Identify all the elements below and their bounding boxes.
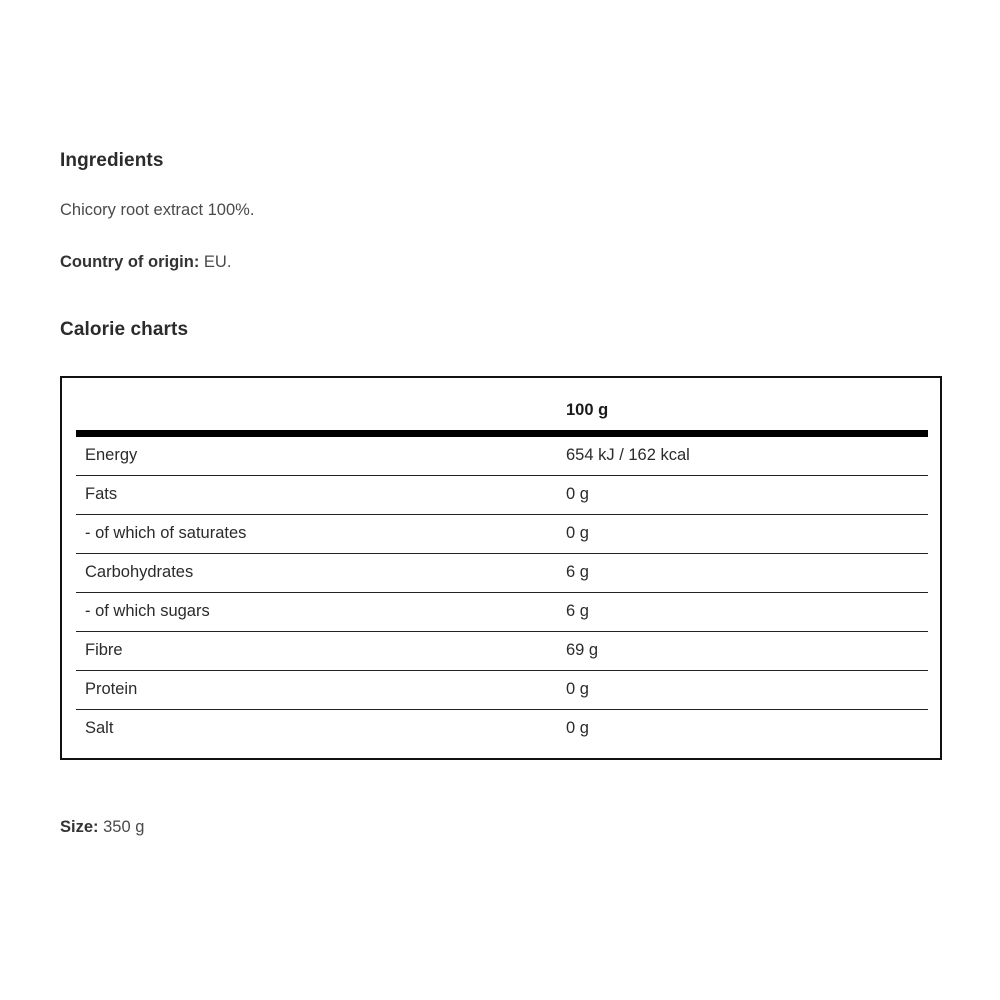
nutrient-value: 0 g (566, 485, 589, 503)
country-of-origin-label: Country of origin: (60, 253, 200, 271)
table-row (76, 632, 928, 671)
nutrient-value: 6 g (566, 563, 589, 581)
nutrition-table (60, 376, 942, 760)
country-of-origin (60, 253, 231, 272)
column-header-per-100g: 100 g (566, 401, 609, 419)
package-size (60, 818, 144, 837)
table-row (76, 710, 928, 748)
nutrient-name: Protein (85, 680, 138, 698)
nutrient-name: Salt (85, 719, 114, 737)
nutrient-value: 654 kJ / 162 kcal (566, 446, 690, 464)
table-row (76, 476, 928, 515)
nutrient-value: 0 g (566, 524, 589, 542)
table-row (76, 515, 928, 554)
table-row (76, 593, 928, 632)
nutrient-name: - of which of saturates (85, 524, 247, 542)
package-size-label: Size: (60, 818, 99, 836)
nutrient-value: 0 g (566, 719, 589, 737)
nutrient-name: - of which sugars (85, 602, 210, 620)
calorie-charts-heading: Calorie charts (60, 319, 189, 340)
nutrient-name: Carbohydrates (85, 563, 194, 581)
nutrient-value: 0 g (566, 680, 589, 698)
package-size-value: 350 g (103, 818, 145, 836)
nutrient-name: Fats (85, 485, 118, 503)
nutrient-value: 69 g (566, 641, 599, 659)
table-row (76, 437, 928, 476)
nutrition-table-body (76, 437, 928, 748)
country-of-origin-value: EU. (203, 253, 232, 271)
nutrition-table-header (76, 378, 928, 437)
table-row (76, 671, 928, 710)
nutrient-value: 6 g (566, 602, 589, 620)
nutrient-name: Fibre (85, 641, 123, 659)
ingredients-text: Chicory root extract 100%. (60, 201, 255, 219)
ingredients-heading: Ingredients (60, 150, 164, 171)
table-row (76, 554, 928, 593)
nutrient-name: Energy (85, 446, 138, 464)
